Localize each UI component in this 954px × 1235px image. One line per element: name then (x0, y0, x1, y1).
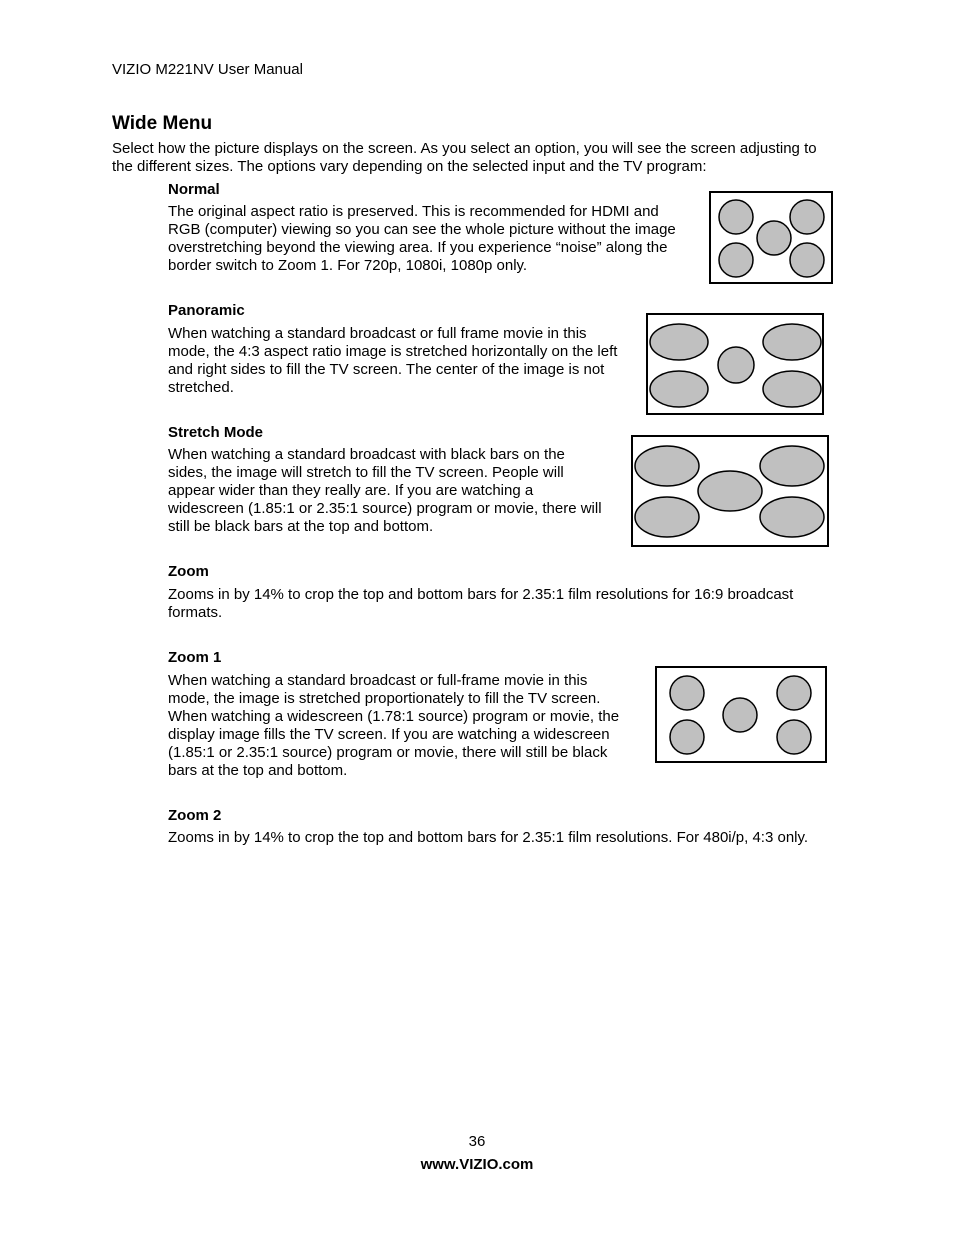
stretch-mode-diagram (630, 434, 831, 550)
picture-circle (719, 243, 753, 277)
section-body-stretch: When watching a standard broadcast with black bars on the sides, the image will stretch to fill the TV screen. People will appear wider than they really are. If you are watching a widescreen (1.85:1 or 2.35:1 source) program or movie, there will still be black bars at the top and bottom. (168, 446, 602, 535)
section-title-stretch: Stretch Mode (168, 424, 264, 441)
picture-ellipse (718, 347, 754, 383)
picture-ellipse (650, 371, 708, 407)
picture-ellipse (763, 371, 821, 407)
picture-ellipse (650, 324, 708, 360)
picture-circle (790, 243, 824, 277)
picture-circle (670, 676, 704, 710)
picture-ellipse (635, 497, 699, 537)
section-title-zoom2: Zoom 2 (168, 807, 222, 824)
picture-circle (719, 200, 753, 234)
picture-ellipse (698, 471, 762, 511)
section-body-panoramic: When watching a standard broadcast or full frame movie in this mode, the 4:3 aspect ratio image is stretched horizontally on the left and right sides to fill the TV screen. The center of the image is not stretched. (168, 325, 618, 396)
intro-paragraph: Select how the picture displays on the screen. As you select an option, you will see the screen adjusting to the different sizes. The options vary depending on the selected input and the TV program: (112, 140, 817, 175)
section-body-zoom2: Zooms in by 14% to crop the top and bottom bars for 2.35:1 film resolutions. For 480i/p, 4:3 only. (168, 829, 809, 846)
section-body-zoom: Zooms in by 14% to crop the top and bottom bars for 2.35:1 film resolutions for 16:9 broadcast formats. (168, 586, 794, 621)
section-body-normal: The original aspect ratio is preserved. This is recommended for HDMI and RGB (computer) viewing so you can see the whole picture without the image overstretching beyond the viewing area. If you experience “noise” along the border switch to Zoom 1. For 720p, 1080i, 1080p only. (168, 203, 676, 274)
running-header: VIZIO M221NV User Manual (112, 61, 303, 78)
footer-url: www.VIZIO.com (420, 1156, 534, 1173)
section-title-normal: Normal (168, 181, 220, 198)
picture-circle (790, 200, 824, 234)
picture-circle (777, 720, 811, 754)
panoramic-mode-diagram (645, 312, 827, 418)
page-title: Wide Menu (112, 113, 213, 134)
picture-ellipse (763, 324, 821, 360)
picture-circle (723, 698, 757, 732)
picture-circle (777, 676, 811, 710)
picture-ellipse (760, 497, 824, 537)
picture-ellipse (760, 446, 824, 486)
section-title-zoom: Zoom (168, 563, 209, 580)
normal-mode-diagram (708, 190, 836, 287)
section-body-zoom1: When watching a standard broadcast or full-frame movie in this mode, the image is stretched proportionately to fill the TV screen. When watching a widescreen (1.78:1 source) program or movie, the display image fills the TV screen. If you are watching a widescreen (1.85:1 or 2.35:1 source) program or movie, there will still be black bars at the top and bottom. (168, 672, 620, 779)
section-title-zoom1: Zoom 1 (168, 649, 222, 666)
page-number: 36 (468, 1133, 486, 1150)
picture-circle (757, 221, 791, 255)
picture-circle (670, 720, 704, 754)
picture-ellipse (635, 446, 699, 486)
zoom1-mode-diagram (654, 665, 829, 765)
section-title-panoramic: Panoramic (168, 302, 245, 319)
